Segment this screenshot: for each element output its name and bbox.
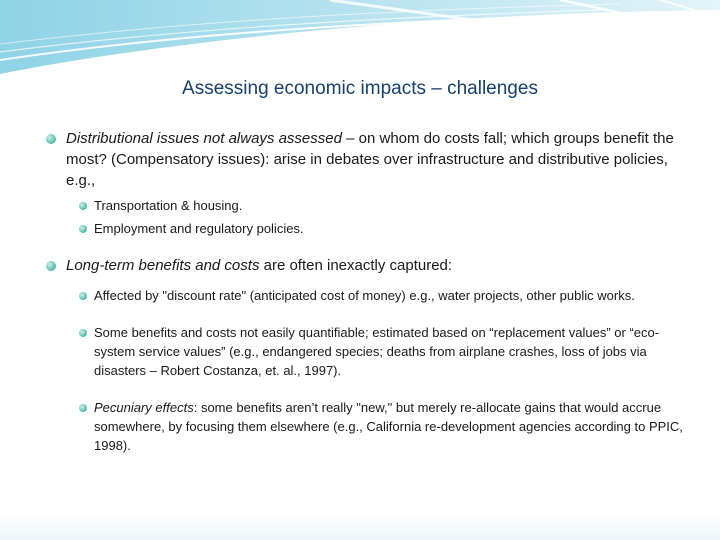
subbullet-discount-rate <box>46 286 686 305</box>
subbullet-transportation <box>46 196 686 215</box>
bullet-dot-icon <box>79 329 87 337</box>
bullet-dot-icon <box>46 134 56 144</box>
bullet-dot-icon <box>79 202 87 210</box>
subbullet-employment <box>46 219 686 238</box>
bullet-dot-icon <box>79 404 87 412</box>
subbullet-text: Affected by "discount rate" (anticipated cost of money) e.g., water projects, other public works. <box>94 288 635 303</box>
bullet-dot-icon <box>46 261 56 271</box>
bullet-dot-icon <box>79 292 87 300</box>
slide-body <box>46 128 686 455</box>
subbullet-text: Some benefits and costs not easily quantifiable; estimated based on “replacement values” or “eco-system service values” (e.g., endangered species; deaths from airplane crashes, loss of jobs via disasters – Robert Costanza, et. al., 1997). <box>94 325 660 378</box>
subbullet-text: Transportation & housing. <box>94 198 243 213</box>
subbullet-lead: Pecuniary effects <box>94 400 194 415</box>
subbullet-pecuniary <box>46 398 686 455</box>
subbullet-text: Employment and regulatory policies. <box>94 221 304 236</box>
slide-title: Assessing economic impacts – challenges <box>182 78 538 99</box>
bullet-long-term <box>46 255 686 276</box>
bullet-distributional-issues <box>46 128 686 191</box>
footer-shade-decoration <box>0 514 720 540</box>
bullet-text: – on whom do costs fall; which groups benefit the most? (Compensatory issues): arise in debates over infrastructure and distributive policies, e.g., <box>66 130 674 189</box>
subbullet-text: : some benefits aren’t really "new," but merely re-allocate gains that would accrue somewhere, by focusing them elsewhere (e.g., California re-development agencies according to PPIC, 1998). <box>94 400 683 453</box>
bullet-dot-icon <box>79 225 87 233</box>
bullet-lead: Long-term benefits and costs <box>66 257 260 274</box>
bullet-text: are often inexactly captured: <box>259 257 453 274</box>
subbullet-quantifiable <box>46 323 686 380</box>
bullet-lead: Distributional issues not always assessed <box>66 130 342 147</box>
